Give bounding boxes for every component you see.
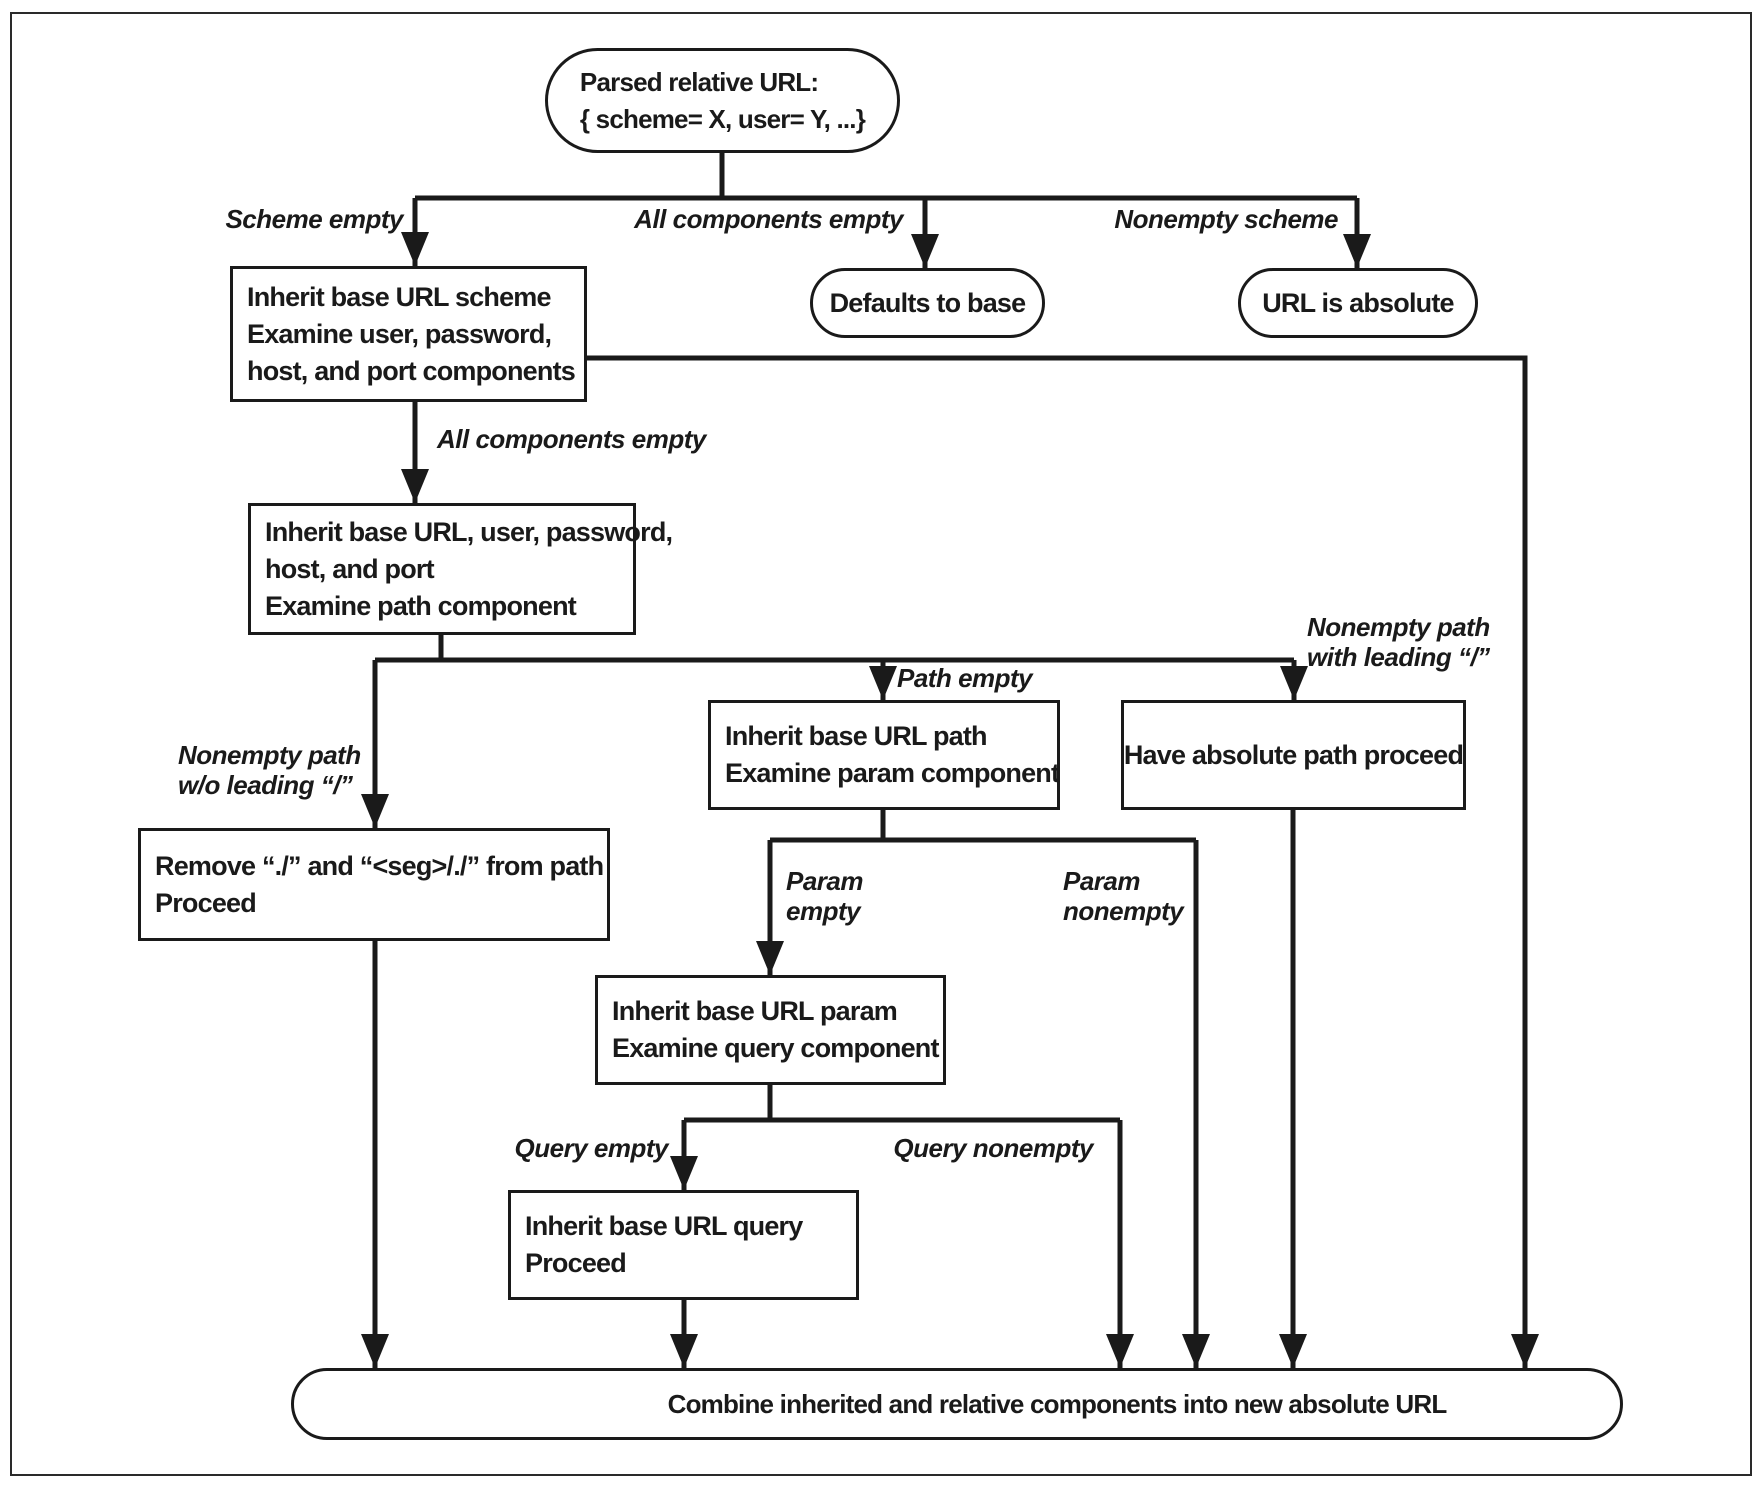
label-nonempty-path-no-leading-slash: Nonempty path w/o leading “/”	[178, 740, 361, 800]
node-inherit-base-url-path: Inherit base URL path Examine param component	[708, 700, 1060, 810]
edge-query-empty	[670, 1120, 698, 1190]
edge-nonempty-scheme	[1343, 198, 1371, 268]
edge-query-branch	[684, 1085, 1120, 1120]
edge-scheme-empty	[401, 198, 429, 266]
node-inherit-base-url-scheme: Inherit base URL scheme Examine user, password, host, and port components	[230, 266, 587, 402]
label-all-components-empty-mid: All components empty	[437, 424, 706, 454]
edge-param-branch	[770, 810, 1196, 840]
node-defaults-to-base: Defaults to base	[810, 268, 1045, 338]
edge-all-components-empty-mid	[401, 402, 429, 503]
edge-query-nonempty	[1106, 1120, 1134, 1368]
node-combine-absolute-url: Combine inherited and relative components into new absolute URL	[291, 1368, 1623, 1440]
node-parsed-relative-url	[545, 48, 900, 153]
node-have-absolute-path: Have absolute path proceed	[1121, 700, 1466, 810]
node-inherit-base-url-query: Inherit base URL query Proceed	[508, 1190, 859, 1300]
edge-nonempty-path-slash	[1280, 660, 1308, 700]
edge-all-components-empty-top	[911, 198, 939, 268]
edge-path-branch	[375, 635, 1294, 660]
edge-parsed-branch	[415, 153, 1357, 198]
node-inherit-base-url-userinfo: Inherit base URL, user, password, host, and port Examine path component	[248, 503, 636, 635]
edge-param-nonempty	[1182, 840, 1210, 1368]
edge-remove-to-combine	[361, 941, 389, 1368]
label-query-empty: Query empty	[514, 1133, 668, 1163]
node-url-is-absolute: URL is absolute	[1238, 268, 1478, 338]
node-parsed-relative-url-text: Parsed relative URL: { scheme= X, user= Y, ...}	[579, 66, 866, 134]
label-nonempty-path-with-leading-slash: Nonempty path with leading “/”	[1307, 612, 1490, 672]
edge-absolute-path-to-combine	[1279, 810, 1307, 1368]
edge-query-to-combine	[670, 1300, 698, 1368]
label-scheme-empty: Scheme empty	[225, 204, 403, 234]
label-query-nonempty: Query nonempty	[893, 1133, 1093, 1163]
node-inherit-base-url-param: Inherit base URL param Examine query component	[595, 975, 946, 1085]
label-all-components-empty-top: All components empty	[634, 204, 903, 234]
label-path-empty: Path empty	[897, 663, 1033, 693]
edge-param-empty	[756, 840, 784, 975]
label-param-nonempty: Param nonempty	[1063, 866, 1184, 926]
edge-path-empty	[869, 660, 897, 700]
label-nonempty-scheme: Nonempty scheme	[1114, 204, 1338, 234]
label-param-empty: Param empty	[786, 866, 863, 926]
edge-nonempty-path-no-slash	[361, 660, 389, 828]
node-remove-dot-segments: Remove “./” and “<seg>/./” from path Proceed	[138, 828, 610, 941]
